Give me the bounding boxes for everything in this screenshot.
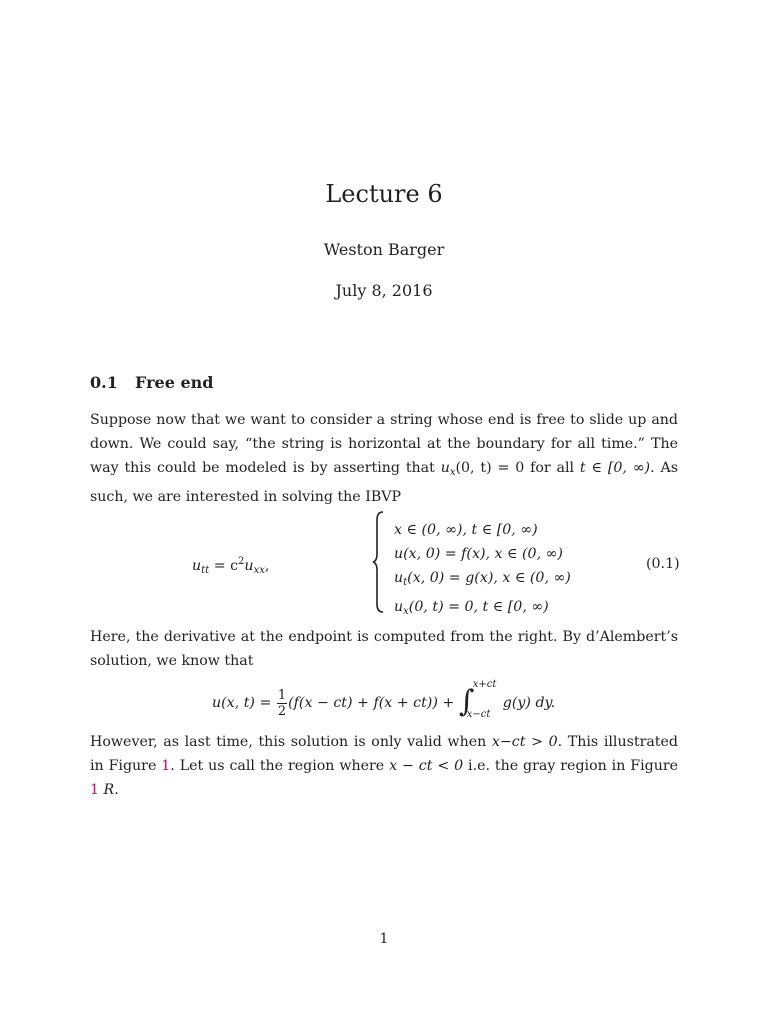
inline-math-negative: x − ct < 0 <box>389 758 464 774</box>
condition-free-end: $u_x(0$, t) = 0, t ∈ [0, ∞) <box>394 599 549 617</box>
page-number: 1 <box>379 931 389 947</box>
figure-ref-link[interactable]: 1 <box>90 782 100 798</box>
fraction-one-half: $\frac{1}{2}$ <box>277 687 287 719</box>
figure-ref-link[interactable]: 1 <box>161 758 171 774</box>
inline-math-t-range: t ∈ [0, ∞) <box>579 460 651 476</box>
region-symbol: R <box>99 782 115 798</box>
dalembert-formula: u(x, t) = $\frac{1}{2}$ (f(x − ct) + f(x + ct)) + ∫ x+ct x−ct g(y) dy. <box>212 683 555 723</box>
cases-brace <box>372 510 386 614</box>
author-name: Weston Barger <box>323 240 445 259</box>
paragraph-text: . As such, we are interested in solving the IBVP <box>90 460 678 505</box>
inline-math-ux: $u_x(0$, t) = 0 <box>440 460 525 478</box>
inline-math-positive: x−ct > 0 <box>491 734 558 750</box>
integral-sign: ∫ x+ct x−ct <box>458 679 497 720</box>
paragraph-text: Suppose now that we want to consider a string whose end is free to slide up and down. We could say, “the string is horizontal at the boundary for all time.” The way this could be modeled is by asserting that <box>90 412 678 476</box>
paragraph-intro <box>90 408 678 509</box>
condition-domain: x ∈ (0, ∞), t ∈ [0, ∞) <box>394 522 538 538</box>
boundary-conditions <box>394 518 571 624</box>
condition-initial-position: u(x, 0) = f(x), x ∈ (0, ∞) <box>394 546 563 562</box>
section-heading <box>90 373 213 392</box>
section-number: 0.1 <box>90 373 118 392</box>
paragraph-text: for all <box>524 460 580 476</box>
paragraph-validity: However, as last time, this solution is only valid when x−ct > 0. This illustrated in Figure 1. Let us call the region where x − ct < 0 i.e. the gray region in Figure 1 R. <box>90 734 679 798</box>
document-title: Lecture 6 <box>325 180 443 208</box>
condition-initial-velocity: $u_t(x$, 0) = g(x), x ∈ (0, ∞) <box>394 570 571 588</box>
section-title: Free end <box>135 373 214 392</box>
paragraph-dalembert: Here, the derivative at the endpoint is computed from the right. By d’Alembert’s solution, we know that <box>90 629 678 669</box>
document-date: July 8, 2016 <box>335 281 433 300</box>
pde-lhs: $u_{tt} = c^2u_{xx}$, <box>192 556 270 576</box>
equation-number: (0.1) <box>646 556 680 572</box>
